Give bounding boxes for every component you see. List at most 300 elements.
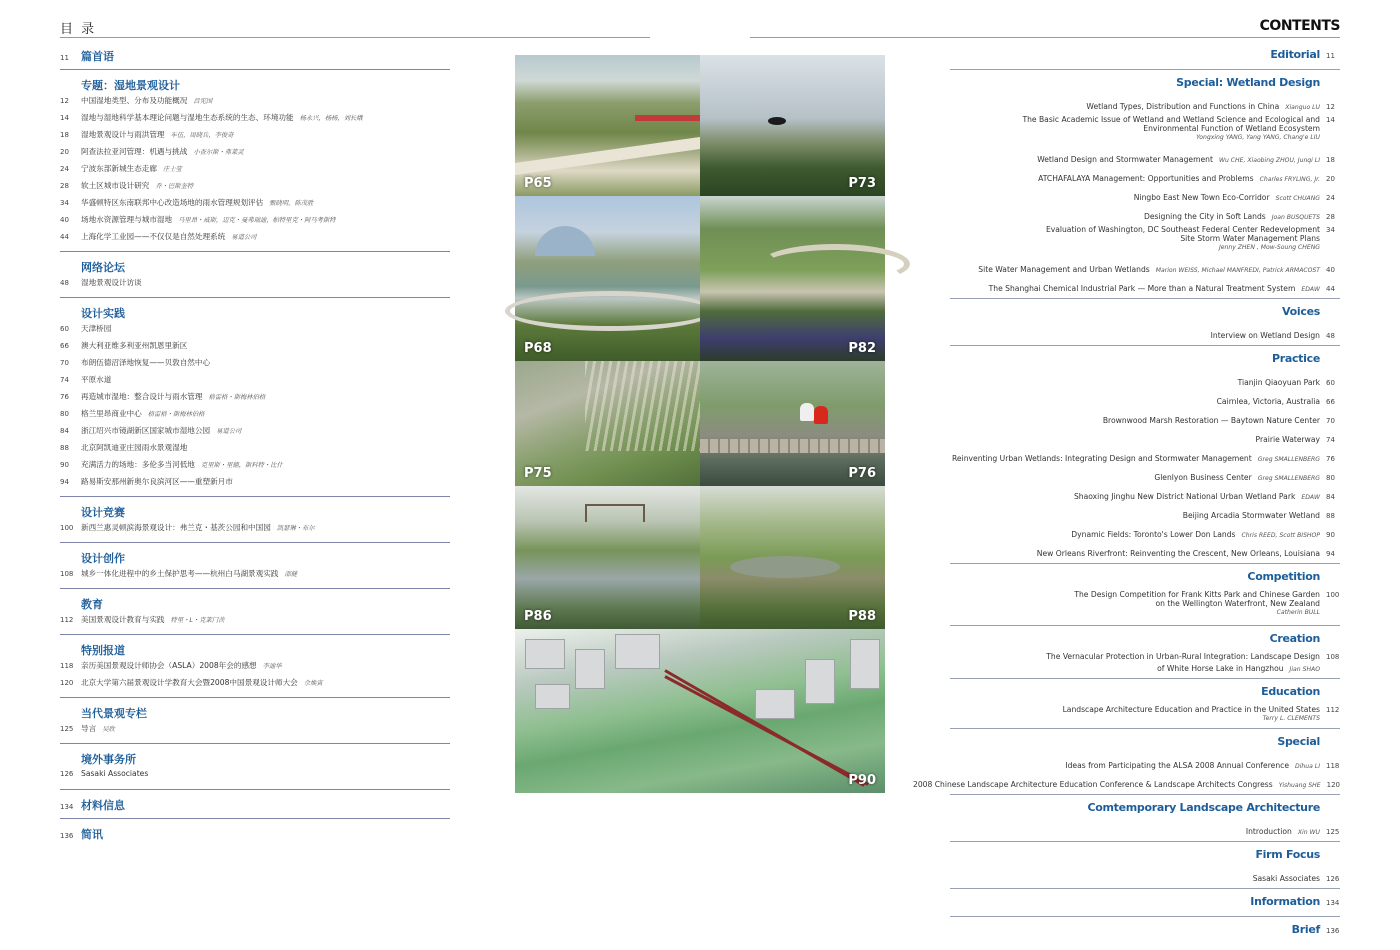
entry-author: 乔・巴斯奎特 bbox=[155, 183, 194, 190]
page-number: 20 bbox=[1326, 175, 1335, 183]
entry-title: 导言 bbox=[81, 724, 97, 733]
entry-author: 易道公司 bbox=[216, 428, 242, 435]
page-number: 134 bbox=[60, 803, 74, 811]
entry-author: 佘焕寅 bbox=[303, 680, 323, 687]
page-number: 84 bbox=[60, 427, 69, 435]
section-heading[interactable] bbox=[950, 923, 1340, 941]
toc-entry[interactable] bbox=[60, 340, 450, 357]
toc-entry[interactable] bbox=[60, 677, 450, 694]
page-number: 44 bbox=[1326, 285, 1335, 293]
page-number: 34 bbox=[60, 199, 69, 207]
entry-title: 场地水资源管理与城市湿地 bbox=[81, 215, 173, 224]
toc-entry[interactable] bbox=[950, 323, 1340, 342]
page-number: 84 bbox=[1326, 493, 1335, 501]
photo-p65[interactable] bbox=[515, 55, 700, 196]
toc-entry[interactable] bbox=[950, 703, 1340, 725]
toc-entry[interactable] bbox=[60, 163, 450, 180]
entry-title: Prairie Waterway bbox=[1255, 435, 1320, 444]
entry-title: 湿地与湿地科学基本理论问题与湿地生态系统的生态、环境功能 bbox=[81, 113, 294, 122]
toc-section-information-en bbox=[950, 895, 1340, 917]
entry-title-line-1: Evaluation of Washington, DC Southeast Federal Center Redevelopment bbox=[1045, 225, 1320, 234]
entry-author: 格雷格・斯梅林伯格 bbox=[147, 411, 205, 418]
entry-title: 上海化学工业园——不仅仅是自然处理系统 bbox=[81, 232, 226, 241]
photo-label: P86 bbox=[524, 609, 552, 624]
page-number: 40 bbox=[1326, 266, 1335, 274]
entry-author: 格雷格・斯梅林伯格 bbox=[208, 394, 266, 401]
toc-section-special-en bbox=[950, 76, 1340, 299]
toc-entry[interactable] bbox=[60, 95, 450, 112]
page-number: 28 bbox=[60, 182, 69, 190]
section-title: 设计创作 bbox=[81, 552, 125, 565]
toc-entry[interactable] bbox=[60, 522, 450, 539]
entry-title: 2008 Chinese Landscape Architecture Education Conference & Landscape Architects Congress bbox=[912, 780, 1273, 789]
entry-title: New Orleans Riverfront: Reinventing the Crescent, New Orleans, Louisiana bbox=[1036, 549, 1320, 558]
toc-entry[interactable] bbox=[950, 753, 1340, 772]
section-title: Comtemporary Landscape Architecture bbox=[1087, 801, 1320, 814]
entry-title-line-2: Site Storm Water Management Plans bbox=[1180, 233, 1320, 243]
entry-author: Xianguo LU bbox=[1285, 104, 1320, 111]
entry-author: Charles FRYLING, Jr. bbox=[1259, 176, 1320, 183]
page-number: 90 bbox=[1326, 531, 1335, 539]
section-title: 当代景观专栏 bbox=[81, 707, 147, 720]
section-title: Competition bbox=[1247, 570, 1320, 583]
entry-author: 邵健 bbox=[284, 571, 298, 578]
photo-collage bbox=[515, 55, 885, 793]
section-title: 教育 bbox=[81, 598, 103, 611]
page-number: 14 bbox=[60, 114, 69, 122]
section-title: 设计竞赛 bbox=[81, 506, 125, 519]
entry-author: 吴欣 bbox=[102, 726, 115, 733]
section-title: Brief bbox=[1291, 923, 1320, 936]
toc-entry[interactable] bbox=[950, 541, 1340, 560]
toc-entry[interactable] bbox=[60, 408, 450, 425]
toc-entry[interactable] bbox=[60, 614, 450, 631]
entry-title: 华盛顿特区东南联邦中心改造场地的雨水管理规划评估 bbox=[81, 198, 264, 207]
chinese-toc bbox=[60, 48, 450, 854]
toc-entry[interactable] bbox=[60, 129, 450, 146]
entry-title: Reinventing Urban Wetlands: Integrating Design and Stormwater Management bbox=[952, 454, 1252, 463]
toc-entry[interactable] bbox=[60, 197, 450, 214]
page-number: 12 bbox=[60, 97, 69, 105]
section-heading bbox=[950, 570, 1340, 588]
entry-author: Marion WEISS, Michael MANFREDI, Patrick ARMACOST bbox=[1155, 267, 1320, 274]
toc-section-competition-cn bbox=[60, 504, 450, 543]
entry-title: 湿地景观设计访谈 bbox=[81, 278, 142, 287]
entry-title: 软土区城市设计研究 bbox=[81, 181, 150, 190]
entry-author: Catherin BULL bbox=[1276, 608, 1320, 616]
toc-entry[interactable] bbox=[950, 223, 1340, 257]
entry-author: 易道公司 bbox=[231, 234, 257, 241]
photo-label: P75 bbox=[524, 466, 552, 481]
entry-title: Interview on Wetland Design bbox=[1210, 331, 1320, 340]
page-number: 100 bbox=[60, 524, 74, 532]
page-number: 11 bbox=[60, 54, 69, 62]
entry-title: 格兰里昂商业中心 bbox=[81, 409, 142, 418]
page-number: 80 bbox=[60, 410, 69, 418]
entry-author: Yongxing YANG, Yang YANG, Chang'e LIU bbox=[1196, 133, 1320, 141]
entry-author: 杨永兴，杨杨，刘长娥 bbox=[299, 115, 363, 122]
section-heading[interactable] bbox=[60, 797, 450, 815]
section-heading[interactable] bbox=[950, 895, 1340, 913]
toc-section-practice-en bbox=[950, 352, 1340, 564]
entry-author: Greg SMALLENBERG bbox=[1257, 456, 1320, 463]
photo-p82[interactable] bbox=[700, 196, 885, 361]
entry-author: EDAW bbox=[1301, 494, 1320, 501]
toc-entry[interactable] bbox=[950, 389, 1340, 408]
toc-section-special-cn bbox=[60, 77, 450, 252]
entry-author: 马里昂・威斯，迈克・曼弗瑞迪，帕特里克・阿马考斯特 bbox=[178, 217, 336, 224]
toc-entry[interactable] bbox=[950, 650, 1340, 675]
section-heading bbox=[60, 642, 450, 660]
toc-entry[interactable] bbox=[950, 204, 1340, 223]
toc-entry[interactable] bbox=[60, 568, 450, 585]
page-number: 118 bbox=[60, 662, 74, 670]
toc-entry[interactable] bbox=[60, 769, 450, 786]
section-heading bbox=[950, 632, 1340, 650]
entry-title: ATCHAFALAYA Management: Opportunities and Problems bbox=[1038, 174, 1254, 183]
entry-author: Terry L. CLEMENTS bbox=[1262, 714, 1320, 722]
page-number: 70 bbox=[1326, 417, 1335, 425]
entry-author: EDAW bbox=[1301, 286, 1320, 293]
toc-section-firm-en bbox=[950, 848, 1340, 889]
photo-p86[interactable] bbox=[515, 486, 700, 629]
page-number: 60 bbox=[60, 325, 69, 333]
toc-section-education-en bbox=[950, 685, 1340, 729]
entry-title: The Shanghai Chemical Industrial Park — More than a Natural Treatment System bbox=[988, 284, 1296, 293]
toc-section-education-cn bbox=[60, 596, 450, 635]
section-heading bbox=[60, 504, 450, 522]
section-title: 境外事务所 bbox=[81, 753, 136, 766]
entry-author: 克里斯・里德，斯科特・比什 bbox=[200, 462, 283, 469]
entry-title: 美国景观设计教育与实践 bbox=[81, 615, 165, 624]
entry-title: 再造城市湿地：整合设计与雨水管理 bbox=[81, 392, 203, 401]
toc-entry[interactable] bbox=[950, 588, 1340, 622]
entry-title: Tianjin Qiaoyuan Park bbox=[1237, 378, 1320, 387]
entry-title: Cairnlea, Victoria, Australia bbox=[1216, 397, 1320, 406]
toc-entry[interactable] bbox=[950, 276, 1340, 295]
page-number: 18 bbox=[60, 131, 69, 139]
toc-section-contemporary-cn bbox=[60, 705, 450, 744]
page-number: 70 bbox=[60, 359, 69, 367]
photo-p76[interactable] bbox=[700, 361, 885, 486]
toc-section-special-report-cn bbox=[60, 642, 450, 698]
entry-title: 路易斯安那州新奥尔良滨河区——重塑新月市 bbox=[81, 477, 233, 486]
toc-entry[interactable] bbox=[60, 374, 450, 391]
section-heading bbox=[950, 305, 1340, 323]
toc-section-brief-cn bbox=[60, 826, 450, 847]
toc-section-editorial-cn bbox=[60, 48, 450, 70]
entry-title: 中国湿地类型、分布及功能概况 bbox=[81, 96, 188, 105]
entry-title: Introduction bbox=[1245, 827, 1292, 836]
header-divider-right bbox=[750, 37, 1340, 38]
section-heading bbox=[950, 848, 1340, 866]
header-divider-left bbox=[60, 37, 650, 38]
page-number: 100 bbox=[1326, 591, 1340, 599]
page-number: 136 bbox=[1326, 927, 1340, 935]
toc-entry[interactable] bbox=[60, 146, 450, 163]
toc-entry[interactable] bbox=[950, 465, 1340, 484]
entry-author: Chris REED, Scott BISHOP bbox=[1241, 532, 1320, 539]
page-number: 94 bbox=[1326, 550, 1335, 558]
entry-title-line-2: of White Horse Lake in Hangzhou bbox=[1157, 663, 1284, 673]
page-number: 18 bbox=[1326, 156, 1335, 164]
section-title: 网络论坛 bbox=[81, 261, 125, 274]
entry-title: Landscape Architecture Education and Practice in the United States bbox=[1062, 705, 1320, 714]
page-number: 24 bbox=[1326, 194, 1335, 202]
page-number: 66 bbox=[60, 342, 69, 350]
photo-p73[interactable] bbox=[700, 55, 885, 196]
page-number: 11 bbox=[1326, 52, 1335, 60]
toc-entry[interactable] bbox=[950, 113, 1340, 147]
section-title: Editorial bbox=[1270, 48, 1320, 61]
entry-author: Xin WU bbox=[1297, 829, 1320, 836]
entry-title: 湿地景观设计与雨洪管理 bbox=[81, 130, 165, 139]
entry-title-line-1: The Vernacular Protection in Urban-Rural Integration: Landscape Design bbox=[1046, 652, 1320, 661]
toc-entry[interactable] bbox=[950, 503, 1340, 522]
entry-author: 小查尔斯・弗莱灵 bbox=[193, 149, 244, 156]
page-number: 90 bbox=[60, 461, 69, 469]
page-number: 48 bbox=[60, 279, 69, 287]
toc-section-contemporary-en bbox=[950, 801, 1340, 842]
toc-entry[interactable] bbox=[60, 180, 450, 197]
toc-section-creation-en bbox=[950, 632, 1340, 679]
entry-title: 北京阿凯迪亚庄园雨水景观湿地 bbox=[81, 443, 188, 452]
section-heading bbox=[950, 352, 1340, 370]
section-heading bbox=[950, 685, 1340, 703]
toc-entry[interactable] bbox=[60, 391, 450, 408]
page-number: 76 bbox=[1326, 455, 1335, 463]
section-title: 特别报道 bbox=[81, 644, 125, 657]
entry-author: Dihua LI bbox=[1295, 763, 1320, 770]
section-title: 材料信息 bbox=[81, 799, 125, 812]
entry-title: 阿查法拉亚河管理：机遇与挑战 bbox=[81, 147, 188, 156]
section-title: 专题：湿地景观设计 bbox=[81, 79, 180, 92]
page-number: 88 bbox=[60, 444, 69, 452]
section-heading[interactable] bbox=[60, 826, 450, 844]
entry-title: Shaoxing Jinghu New District National Urban Wetland Park bbox=[1073, 492, 1296, 501]
page-number: 120 bbox=[60, 679, 74, 687]
photo-label: P68 bbox=[524, 341, 552, 356]
page-number: 60 bbox=[1326, 379, 1335, 387]
entry-title: 北京大学第六届景观设计学教育大会暨2008中国景观设计师大会 bbox=[81, 678, 298, 687]
toc-entry[interactable] bbox=[950, 819, 1340, 838]
page-number: 125 bbox=[60, 725, 74, 733]
entry-author: 车伍，周晓兵，李俊奇 bbox=[170, 132, 234, 139]
page-number: 88 bbox=[1326, 512, 1335, 520]
section-title: Special bbox=[1277, 735, 1320, 748]
page-number: 120 bbox=[1326, 781, 1340, 789]
section-heading bbox=[60, 77, 450, 95]
entry-title: Ningbo East New Town Eco-Corridor bbox=[1133, 193, 1270, 202]
page-number: 112 bbox=[60, 616, 74, 624]
toc-entry[interactable] bbox=[950, 408, 1340, 427]
entry-title: Ideas from Participating the ALSA 2008 Annual Conference bbox=[1065, 761, 1290, 770]
toc-section-voices-en bbox=[950, 305, 1340, 346]
page-number: 136 bbox=[60, 832, 74, 840]
photo-p90[interactable] bbox=[515, 629, 885, 793]
page-number: 118 bbox=[1326, 762, 1340, 770]
toc-entry[interactable] bbox=[950, 484, 1340, 503]
entry-title: Sasaki Associates bbox=[1252, 874, 1320, 883]
entry-title: Wetland Design and Stormwater Management bbox=[1037, 155, 1213, 164]
entry-author: Greg SMALLENBERG bbox=[1257, 475, 1320, 482]
entry-author: 庄士莹 bbox=[162, 166, 182, 173]
section-heading bbox=[950, 76, 1340, 94]
section-title: Creation bbox=[1269, 632, 1320, 645]
section-heading bbox=[60, 550, 450, 568]
section-title: Firm Focus bbox=[1255, 848, 1320, 861]
toc-entry[interactable] bbox=[60, 214, 450, 231]
entry-author: Jenny ZHEN , Mow-Soung CHENG bbox=[1218, 243, 1320, 251]
photo-label: P76 bbox=[848, 466, 876, 481]
page-number: 108 bbox=[1326, 653, 1340, 661]
page-number: 74 bbox=[1326, 436, 1335, 444]
entry-title: 城乡一体化进程中的乡土保护思考——杭州白马湖景观实践 bbox=[81, 569, 279, 578]
entry-title: Brownwood Marsh Restoration — Baytown Nature Center bbox=[1102, 416, 1320, 425]
toc-entry[interactable] bbox=[912, 772, 1340, 791]
page-number: 40 bbox=[60, 216, 69, 224]
photo-p68[interactable] bbox=[515, 196, 700, 361]
entry-title-line-1: The Basic Academic Issue of Wetland and Wetland Science and Ecological and bbox=[1022, 115, 1320, 124]
section-title: Information bbox=[1250, 895, 1320, 908]
entry-title: 天津桥园 bbox=[81, 324, 112, 333]
entry-title: Designing the City in Soft Lands bbox=[1143, 212, 1266, 221]
section-title: Education bbox=[1261, 685, 1320, 698]
page-number: 80 bbox=[1326, 474, 1335, 482]
toc-entry[interactable] bbox=[60, 442, 450, 459]
toc-entry[interactable] bbox=[950, 370, 1340, 389]
toc-entry[interactable] bbox=[950, 427, 1340, 446]
photo-p75[interactable] bbox=[515, 361, 700, 486]
section-title: 设计实践 bbox=[81, 307, 125, 320]
section-heading bbox=[950, 801, 1340, 819]
entry-title: 亲历美国景观设计师协会（ASLA）2008年会的感想 bbox=[81, 661, 257, 670]
toc-section-creation-cn bbox=[60, 550, 450, 589]
toc-entry[interactable] bbox=[950, 446, 1340, 465]
section-heading bbox=[60, 596, 450, 614]
photo-p88[interactable] bbox=[700, 486, 885, 629]
photo-label: P88 bbox=[848, 609, 876, 624]
photo-label: P90 bbox=[848, 773, 876, 788]
entry-author: Joan BUSQUETS bbox=[1271, 214, 1320, 221]
page-number: 24 bbox=[60, 165, 69, 173]
heron-shape bbox=[768, 117, 786, 125]
toc-entry[interactable] bbox=[950, 147, 1340, 166]
toc-entry[interactable] bbox=[950, 522, 1340, 541]
toc-entry[interactable] bbox=[60, 323, 450, 340]
toc-section-firm-cn bbox=[60, 751, 450, 790]
section-title: Voices bbox=[1282, 305, 1320, 318]
english-toc bbox=[912, 48, 1340, 950]
page-number: 126 bbox=[60, 770, 74, 778]
chinese-contents-heading: 目 录 bbox=[60, 22, 97, 37]
toc-entry[interactable] bbox=[60, 723, 450, 740]
page-number: 74 bbox=[60, 376, 69, 384]
toc-section-special-report-en bbox=[912, 735, 1340, 795]
entry-author: Scott CHUANG bbox=[1275, 195, 1320, 202]
toc-entry[interactable] bbox=[60, 425, 450, 442]
entry-title: Beijing Arcadia Stormwater Wetland bbox=[1182, 511, 1320, 520]
toc-section-information-cn bbox=[60, 797, 450, 819]
toc-entry[interactable] bbox=[950, 166, 1340, 185]
entry-title-line-2: on the Wellington Waterfront, New Zealand bbox=[1155, 598, 1320, 608]
entry-author: 特里・L・克莱门茨 bbox=[170, 617, 225, 624]
toc-section-brief-en bbox=[950, 923, 1340, 944]
entry-title-line-2: Environmental Function of Wetland Ecosystem bbox=[1143, 123, 1320, 133]
entry-title: Glenlyon Business Center bbox=[1154, 473, 1252, 482]
toc-entry[interactable] bbox=[60, 277, 450, 294]
toc-entry[interactable] bbox=[950, 257, 1340, 276]
toc-entry[interactable] bbox=[60, 231, 450, 248]
page-number: 48 bbox=[1326, 332, 1335, 340]
entry-author: Yishuang SHE bbox=[1278, 782, 1321, 789]
entry-title: 浙江绍兴市镜湖新区国家城市湿地公园 bbox=[81, 426, 211, 435]
entry-title: Site Water Management and Urban Wetlands bbox=[978, 265, 1150, 274]
entry-title: Dynamic Fields: Toronto's Lower Don Lands bbox=[1071, 530, 1236, 539]
entry-author: Wu CHE, Xiaobing ZHOU, Junqi LI bbox=[1218, 157, 1320, 164]
section-heading bbox=[60, 305, 450, 323]
section-heading bbox=[950, 735, 1340, 753]
toc-entry[interactable] bbox=[60, 476, 450, 493]
section-title: 篇首语 bbox=[81, 50, 114, 63]
entry-author: 吕宪国 bbox=[193, 98, 213, 105]
entry-author: Jian SHAO bbox=[1289, 665, 1320, 673]
photo-label: P82 bbox=[848, 341, 876, 356]
page-number: 14 bbox=[1326, 116, 1335, 124]
toc-section-practice-cn bbox=[60, 305, 450, 497]
entry-title-line-1: The Design Competition for Frank Kitts Park and Chinese Garden bbox=[1074, 590, 1320, 599]
page-number: 94 bbox=[60, 478, 69, 486]
page-number: 108 bbox=[60, 570, 74, 578]
entry-author: 甄晓明，陈茂胜 bbox=[269, 200, 314, 207]
entry-title: 宁波东部新城生态走廊 bbox=[81, 164, 157, 173]
toc-entry[interactable] bbox=[60, 459, 450, 476]
toc-section-editorial-en bbox=[950, 48, 1340, 70]
toc-entry[interactable] bbox=[950, 866, 1340, 885]
page-number: 134 bbox=[1326, 899, 1340, 907]
entry-title: Sasaki Associates bbox=[81, 769, 149, 778]
entry-author: 李迪华 bbox=[262, 663, 282, 670]
toc-entry[interactable] bbox=[950, 94, 1340, 113]
entry-author: 凯瑟琳・布尔 bbox=[276, 525, 315, 532]
section-heading bbox=[60, 705, 450, 723]
page-number: 126 bbox=[1326, 875, 1340, 883]
person-shape bbox=[814, 406, 828, 424]
page-number: 66 bbox=[1326, 398, 1335, 406]
entry-title: Wetland Types, Distribution and Functions in China bbox=[1086, 102, 1280, 111]
section-heading bbox=[60, 751, 450, 769]
photo-label: P65 bbox=[524, 176, 552, 191]
section-heading[interactable] bbox=[950, 48, 1340, 66]
page-number: 76 bbox=[60, 393, 69, 401]
section-heading[interactable] bbox=[60, 48, 450, 66]
page-number: 44 bbox=[60, 233, 69, 241]
toc-entry[interactable] bbox=[60, 660, 450, 677]
entry-title: 澳大利亚维多利亚州凯恩里新区 bbox=[81, 341, 188, 350]
toc-section-competition-en bbox=[950, 570, 1340, 626]
entry-title: 平原水道 bbox=[81, 375, 112, 384]
entry-title: 布朗伍德沼泽地恢复——贝敦自然中心 bbox=[81, 358, 211, 367]
toc-entry[interactable] bbox=[60, 357, 450, 374]
page-number: 20 bbox=[60, 148, 69, 156]
toc-entry[interactable] bbox=[950, 185, 1340, 204]
page-number: 12 bbox=[1326, 103, 1335, 111]
page-number: 34 bbox=[1326, 226, 1335, 234]
section-heading bbox=[60, 259, 450, 277]
section-title: Special: Wetland Design bbox=[1176, 76, 1320, 89]
page-number: 112 bbox=[1326, 706, 1340, 714]
toc-entry[interactable] bbox=[60, 112, 450, 129]
